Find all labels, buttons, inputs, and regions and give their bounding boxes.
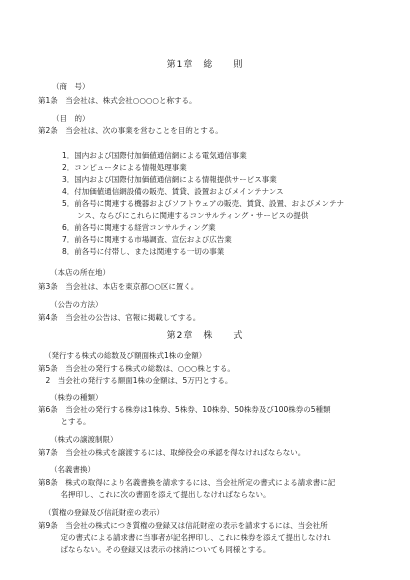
purpose-item: 8．前各号に付帯し、または関連する一切の事業 bbox=[62, 247, 225, 256]
section-heading-registration: （名義書換） bbox=[50, 465, 95, 474]
section-heading-transfer: （株式の譲渡制限） bbox=[50, 435, 118, 444]
purpose-item: 4．付加価値通信網設備の販売、賃貸、設置およびメインテナンス bbox=[62, 187, 284, 196]
article-4: 第4条 当会社の公告は、官報に掲載してする。 bbox=[38, 313, 201, 322]
section-heading-notice: （公告の方法） bbox=[50, 300, 103, 309]
article-5-clause-2: 2 当会社の発行する額面1株の金額は、5万円とする。 bbox=[38, 376, 233, 385]
chapter-2-title: 第2章 株 式 bbox=[166, 331, 244, 341]
article-5: 第5条 当会社の発行する株式の総数は、○○○株とする。 bbox=[38, 364, 235, 373]
article-3: 第3条 当会社は、本店を東京都○○区に置く。 bbox=[38, 282, 199, 291]
purpose-item: 3．国内および国際付加価値通信網による情報提供サービス事業 bbox=[62, 175, 277, 184]
article-8: 第8条 株式の取得により名義書換を請求するには、当会社所定の書式による請求書に記 bbox=[38, 478, 336, 487]
section-heading-certificates: （株券の種類） bbox=[50, 393, 103, 402]
purpose-item: 6．前各号に関連する経営コンサルティング業 bbox=[62, 223, 216, 232]
article-9-continuation: 定の書式による請求書に当事者が記名押印し、これに株券を添えて提出しなけれ bbox=[38, 533, 331, 542]
article-6: 第6条 当会社の発行する株券は1株券、5株券、10株券、50株券及び100株券の5種類 bbox=[38, 405, 331, 414]
article-8-continuation: 名押印し、これに次の書面を添えて提出しなければならない。 bbox=[38, 490, 271, 499]
article-9-continuation: ばならない。その登録又は表示の抹消についても同様とする。 bbox=[38, 545, 271, 554]
chapter-1-title: 第1章 総 則 bbox=[166, 60, 244, 70]
purpose-item: 7．前各号に関連する市場調査、宣伝および広告業 bbox=[62, 235, 232, 244]
purpose-item: 5．前各号に関連する機器およびソフトウェアの販売、賃貸、設置、およびメンテナ bbox=[62, 199, 344, 208]
section-heading-pledge: （質権の登録及び信託財産の表示） bbox=[44, 508, 164, 517]
article-1: 第1条 当会社は、株式会社○○○○と称する。 bbox=[38, 96, 197, 105]
purpose-item: 1．国内および国際付加価値通信網による電気通信事業 bbox=[62, 151, 247, 160]
article-7: 第7条 当会社の株式を譲渡するには、取締役会の承認を得なければならない。 bbox=[38, 448, 306, 457]
section-heading-purpose: （目 的） bbox=[52, 114, 90, 123]
section-heading-trade-name: （商 号） bbox=[52, 82, 90, 91]
article-2: 第2条 当会社は、次の事業を営むことを目的とする。 bbox=[38, 126, 223, 135]
section-heading-share-total: （発行する株式の総数及び額面株式1株の金額） bbox=[44, 351, 207, 360]
article-9: 第9条 当会社の株式につき質権の登録又は信託財産の表示を請求するには、当会社所 bbox=[38, 521, 328, 530]
purpose-item: 2．コンピュータによる情報処理事業 bbox=[62, 163, 187, 172]
purpose-item-continuation: ンス、ならびにこれらに関連するコンサルティング・サービスの提供 bbox=[62, 211, 309, 220]
section-heading-office: （本店の所在地） bbox=[50, 268, 110, 277]
article-6-continuation: とする。 bbox=[38, 417, 91, 426]
